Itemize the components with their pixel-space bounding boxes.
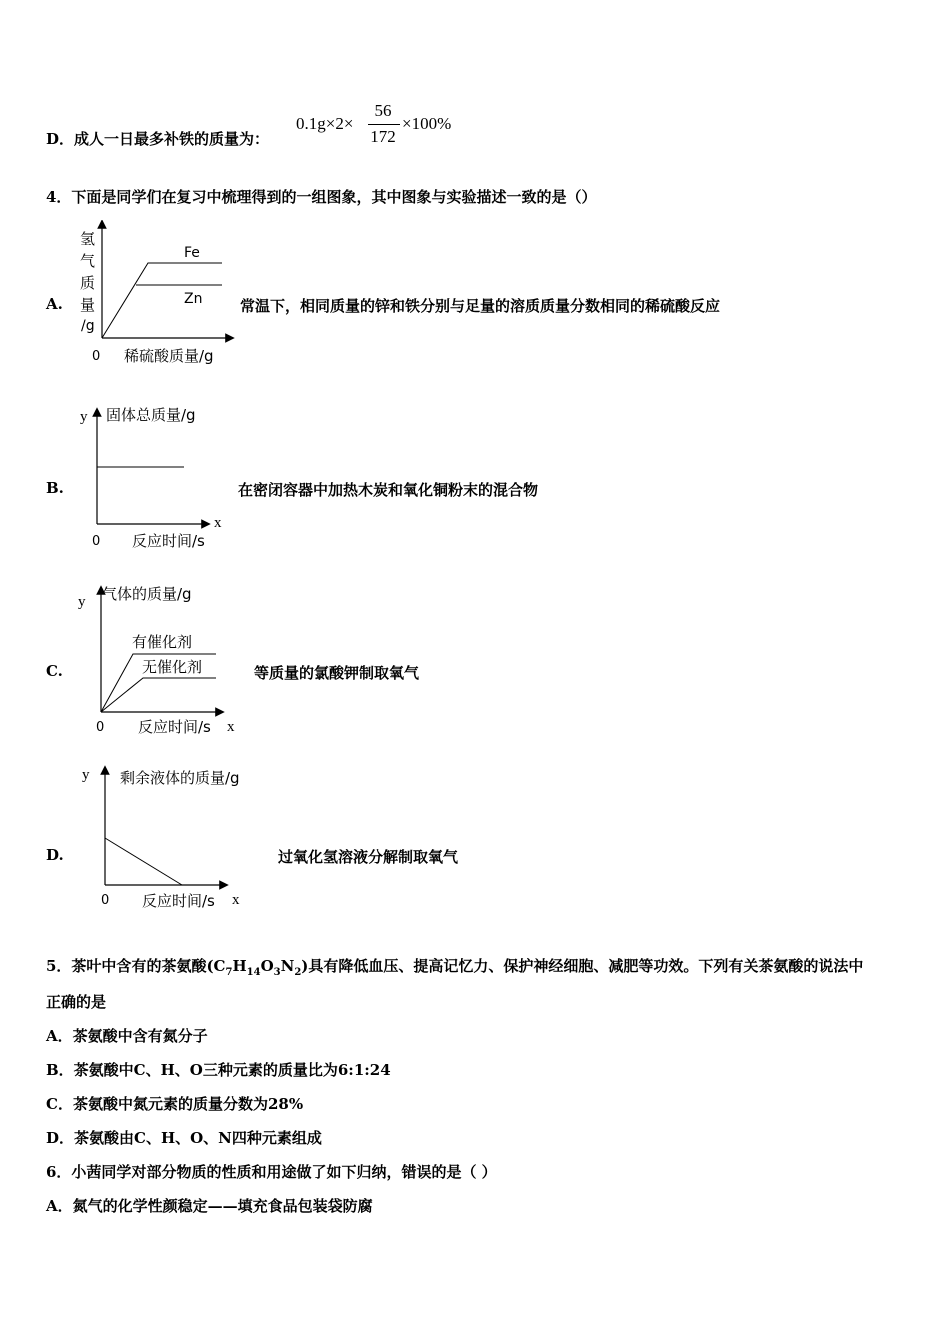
q6-option-a: A．氮气的化学性颜稳定——填充食品包装袋防腐: [46, 1197, 373, 1215]
y-label-unit: /g: [81, 318, 95, 334]
q4-option-c-letter: C.: [46, 662, 63, 680]
x-axis-label: 稀硫酸质量/g: [124, 347, 214, 365]
y-axis-letter: y: [80, 409, 88, 425]
q5-option-b: B．茶氨酸中C、H、O三种元素的质量比为6:1:24: [46, 1061, 391, 1079]
q4-option-d-description: 过氧化氢溶液分解制取氧气: [278, 848, 459, 866]
x-axis-label: 反应时间/s: [142, 892, 215, 910]
q5-element: N: [280, 957, 295, 975]
q5-option-a: A．茶氨酸中含有氮分子: [46, 1027, 208, 1045]
y-label-char: 质: [80, 274, 96, 292]
origin-label: 0: [92, 534, 101, 549]
x-axis-letter: x: [232, 892, 240, 908]
origin-label: 0: [101, 893, 110, 908]
q4-option-c-description: 等质量的氯酸钾制取氧气: [254, 664, 420, 682]
series-label-zn: Zn: [184, 291, 203, 307]
formula-denominator: 172: [370, 127, 396, 146]
series-label-no-catalyst: 无催化剂: [142, 658, 203, 676]
series-label-catalyst: 有催化剂: [132, 633, 193, 651]
q5-sub: 3: [273, 967, 281, 978]
y-axis-letter: y: [82, 767, 90, 783]
q5-stem: [46, 955, 863, 978]
q5-sub: 14: [246, 967, 261, 978]
x-axis-letter: x: [227, 719, 235, 735]
q4-option-b-description: 在密闭容器中加热木炭和氧化铜粉末的混合物: [238, 481, 539, 499]
q4-option-b-graph: [76, 400, 246, 550]
q4-option-c-graph: [76, 580, 256, 735]
q4-option-d-graph: [76, 762, 266, 917]
origin-label: 0: [96, 720, 105, 735]
y-label-char: 氢: [80, 230, 96, 248]
q5-element: H: [232, 957, 247, 975]
q4-option-a-description: 常温下，相同质量的锌和铁分别与足量的溶质质量分数相同的稀硫酸反应: [240, 297, 721, 315]
q4-option-b-letter: B.: [46, 479, 64, 497]
x-axis-label: 反应时间/s: [132, 532, 205, 550]
remaining-liquid-line: [105, 838, 182, 885]
fe-curve: [102, 263, 222, 338]
q5-sub: 2: [294, 967, 302, 978]
y-axis-label: 剩余液体的质量/g: [120, 769, 240, 787]
q4-option-a-letter: A.: [46, 295, 63, 313]
q5-option-d: D．茶氨酸由C、H、O、N四种元素组成: [46, 1129, 322, 1147]
y-label-char: 气: [80, 252, 96, 270]
y-label-char: 量: [80, 296, 96, 314]
formula-numerator: 56: [374, 101, 392, 120]
q5-stem-after: )具有降低血压、提高记忆力、保护神经细胞、减肥等功效。下列有关茶氨酸的说法中: [301, 957, 864, 975]
formula-right: ×100%: [402, 114, 452, 133]
origin-label: 0: [92, 349, 101, 364]
q4-stem: 4．下面是同学们在复习中梳理得到的一组图象，其中图象与实验描述一致的是（）: [46, 188, 597, 206]
y-axis-label: 固体总质量/g: [106, 406, 196, 424]
q5-stem-before: 5．茶叶中含有的茶氨酸(C: [46, 957, 226, 975]
x-axis-label: 反应时间/s: [138, 718, 211, 735]
y-axis-letter: y: [78, 594, 86, 610]
q6-stem: 6．小茜同学对部分物质的性质和用途做了如下归纳，错误的是（ ）: [46, 1163, 497, 1181]
q5-stem-line2: 正确的是: [46, 993, 107, 1011]
q4-option-d-letter: D.: [46, 846, 64, 864]
series-label-fe: Fe: [184, 245, 200, 261]
q5-option-c: C．茶氨酸中氮元素的质量分数为28%: [46, 1095, 304, 1113]
formula-left: 0.1g×2×: [296, 114, 354, 133]
fraction-bar: [368, 124, 400, 125]
q5-element: O: [260, 957, 274, 975]
q4-option-a-graph: [76, 220, 246, 370]
q5-sub: 7: [225, 967, 233, 978]
no-catalyst-curve: [101, 678, 216, 712]
x-axis-letter: x: [214, 515, 222, 531]
y-axis-label: 气体的质量/g: [102, 585, 192, 603]
q3-option-d: D．成人一日最多补铁的质量为：: [46, 130, 270, 148]
